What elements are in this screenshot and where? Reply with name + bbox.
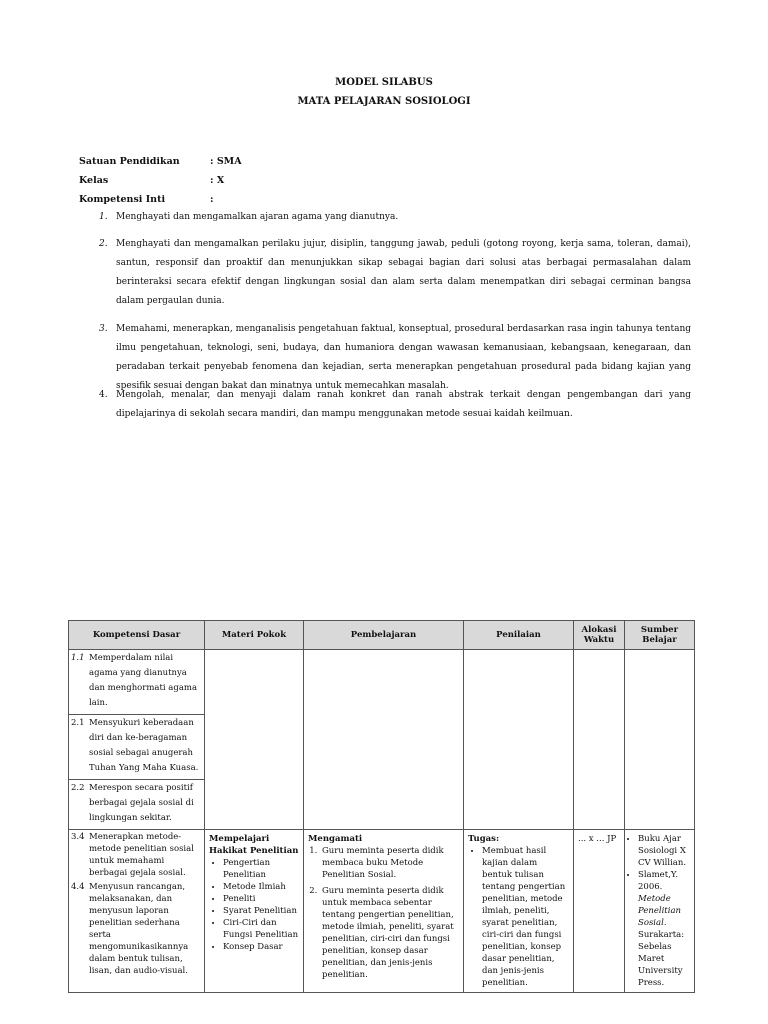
list-item: • Membuat hasil kajian dalam bentuk tulisan tentang pengertian penelitian, metode ilmiah, peneliti, syarat penelitian, ciri-ciri dan fungsi penelitian, konsep dasar penelitian, dan jenis-jenis penelitian. — [482, 845, 569, 989]
document-title: MODEL SILABUS — [335, 77, 433, 88]
ki-item-3: 3. Memahami, menerapkan, menganalisis pengetahuan faktual, konseptual, prosedural berdasarkan rasa ingin tahunya tentang ilmu pengetahuan, teknologi, seni, budaya, dan humaniora dengan wawasan kemanusiaan, kebangsaan, kenegaraan, dan peradaban terkait penyebab fenomena dan kejadian, serta menerapkan pengetahuan prosedural pada bidang kajian yang spesifik sesuai dengan bakat dan minatnya untuk memecahkan masalah. — [99, 324, 691, 391]
sumber-item-1: • Buku Ajar Sosiologi X CV Willian. — [638, 833, 692, 869]
ki-item-4: 4. Mengolah, menalar, dan menyaji dalam ranah konkret dan ranah abstrak terkait dengan pengembangan dari yang dipelajarinya di sekolah secara mandiri, dan mampu menggunakan metode sesuai kaidah keilmuan. — [99, 390, 691, 419]
header-kompetensi-dasar: Kompetensi Dasar — [69, 621, 205, 650]
materi-title: Mempelajari Hakikat Penelitian — [209, 834, 299, 856]
list-item: • Syarat Penelitian — [223, 905, 299, 917]
ki-item-1: 1. Menghayati dan mengamalkan ajaran agama yang dianutnya. — [99, 212, 399, 222]
header-pembelajaran: Pembelajaran — [304, 621, 464, 650]
kd-item: 1.1 Memperdalam nilai agama yang dianutnya dan menghormati agama lain. — [69, 650, 204, 715]
ki-value: : — [210, 194, 214, 205]
satuan-value: : SMA — [210, 156, 242, 167]
header-alokasi-waktu: Alokasi Waktu — [574, 621, 625, 650]
table-header-row — [69, 621, 695, 650]
list-item: 2. Guru meminta peserta didik untuk membaca sebentar tentang pengertian penelitian, metode ilmiah, peneliti, syarat penelitian, ciri-ciri dan fungsi penelitian, konsep dasar penelitian, dan jenis-jenis penelitian. — [320, 885, 459, 981]
document-subtitle: MATA PELAJARAN SOSIOLOGI — [297, 96, 471, 107]
list-item: • Konsep Dasar — [223, 941, 299, 953]
list-item: • Ciri-Ciri dan Fungsi Penelitian — [223, 917, 299, 941]
kd-item: 3.4 Menerapkan metode-metode penelitian sosial untuk memahami berbagai gejala sosial. — [71, 832, 194, 878]
header-penilaian: Penilaian — [464, 621, 574, 650]
kd-item: 2.2 Merespon secara positif berbagai gejala sosial di lingkungan sekitar. — [71, 783, 194, 823]
table-row — [69, 650, 695, 830]
kd-cell — [69, 830, 205, 993]
kd-item: 4.4 Menyusun rancangan, melaksanakan, dan menyusun laporan penelitian sederhana serta mengomunikasikannya dalam bentuk tulisan, lisan, dan audio-visual. — [71, 882, 189, 976]
header-sumber-belajar: Sumber Belajar — [625, 621, 695, 650]
kelas-value: : X — [210, 175, 225, 186]
satuan-label: Satuan Pendidikan — [79, 156, 180, 167]
kelas-label: Kelas — [79, 175, 109, 186]
list-item: • Pengertian Penelitian — [223, 857, 299, 881]
penilaian-title: Tugas: — [468, 834, 500, 844]
sumber-item-2: • Slamet,Y. 2006. Metode Penelitian Sosial. Surakarta: Sebelas Maret University Press. — [638, 869, 692, 989]
sumber-book-title: Metode Penelitian Sosial — [638, 894, 681, 928]
kd-item: 2.1 Mensyukuri keberadaan diri dan ke-beragaman sosial sebagai anugerah Tuhan Yang Maha Kuasa. — [69, 715, 204, 780]
ki-item-2: 2. Menghayati dan mengamalkan perilaku jujur, disiplin, tanggung jawab, peduli (gotong royong, kerja sama, toleran, damai), santun, responsif dan proaktif dan menunjukkan sikap sebagai bagian dari solusi atas berbagai permasalahan dalam berinteraksi secara efektif dengan lingkungan sosial dan alam serta dalam menempatkan diri sebagai cerminan bangsa dalam pergaulan dunia. — [99, 239, 691, 306]
kd-cell — [69, 650, 205, 830]
penilaian-cell — [464, 830, 574, 993]
materi-cell — [205, 830, 304, 993]
identity-block — [79, 152, 242, 209]
table-row — [69, 830, 695, 993]
alokasi-value: ... x ... JP — [578, 834, 617, 844]
ki-label: Kompetensi Inti — [79, 194, 166, 205]
alokasi-cell — [574, 830, 625, 993]
list-item: 1. Guru meminta peserta didik membaca buku Metode Penelitian Sosial. — [320, 845, 459, 881]
sumber-cell — [625, 830, 695, 993]
syllabus-table — [68, 620, 695, 993]
list-item: • Metode Ilmiah — [223, 881, 299, 893]
list-item: • Peneliti — [223, 893, 299, 905]
pembelajaran-title: Mengamati — [308, 834, 363, 844]
header-materi-pokok: Materi Pokok — [205, 621, 304, 650]
pembelajaran-cell — [304, 830, 464, 993]
